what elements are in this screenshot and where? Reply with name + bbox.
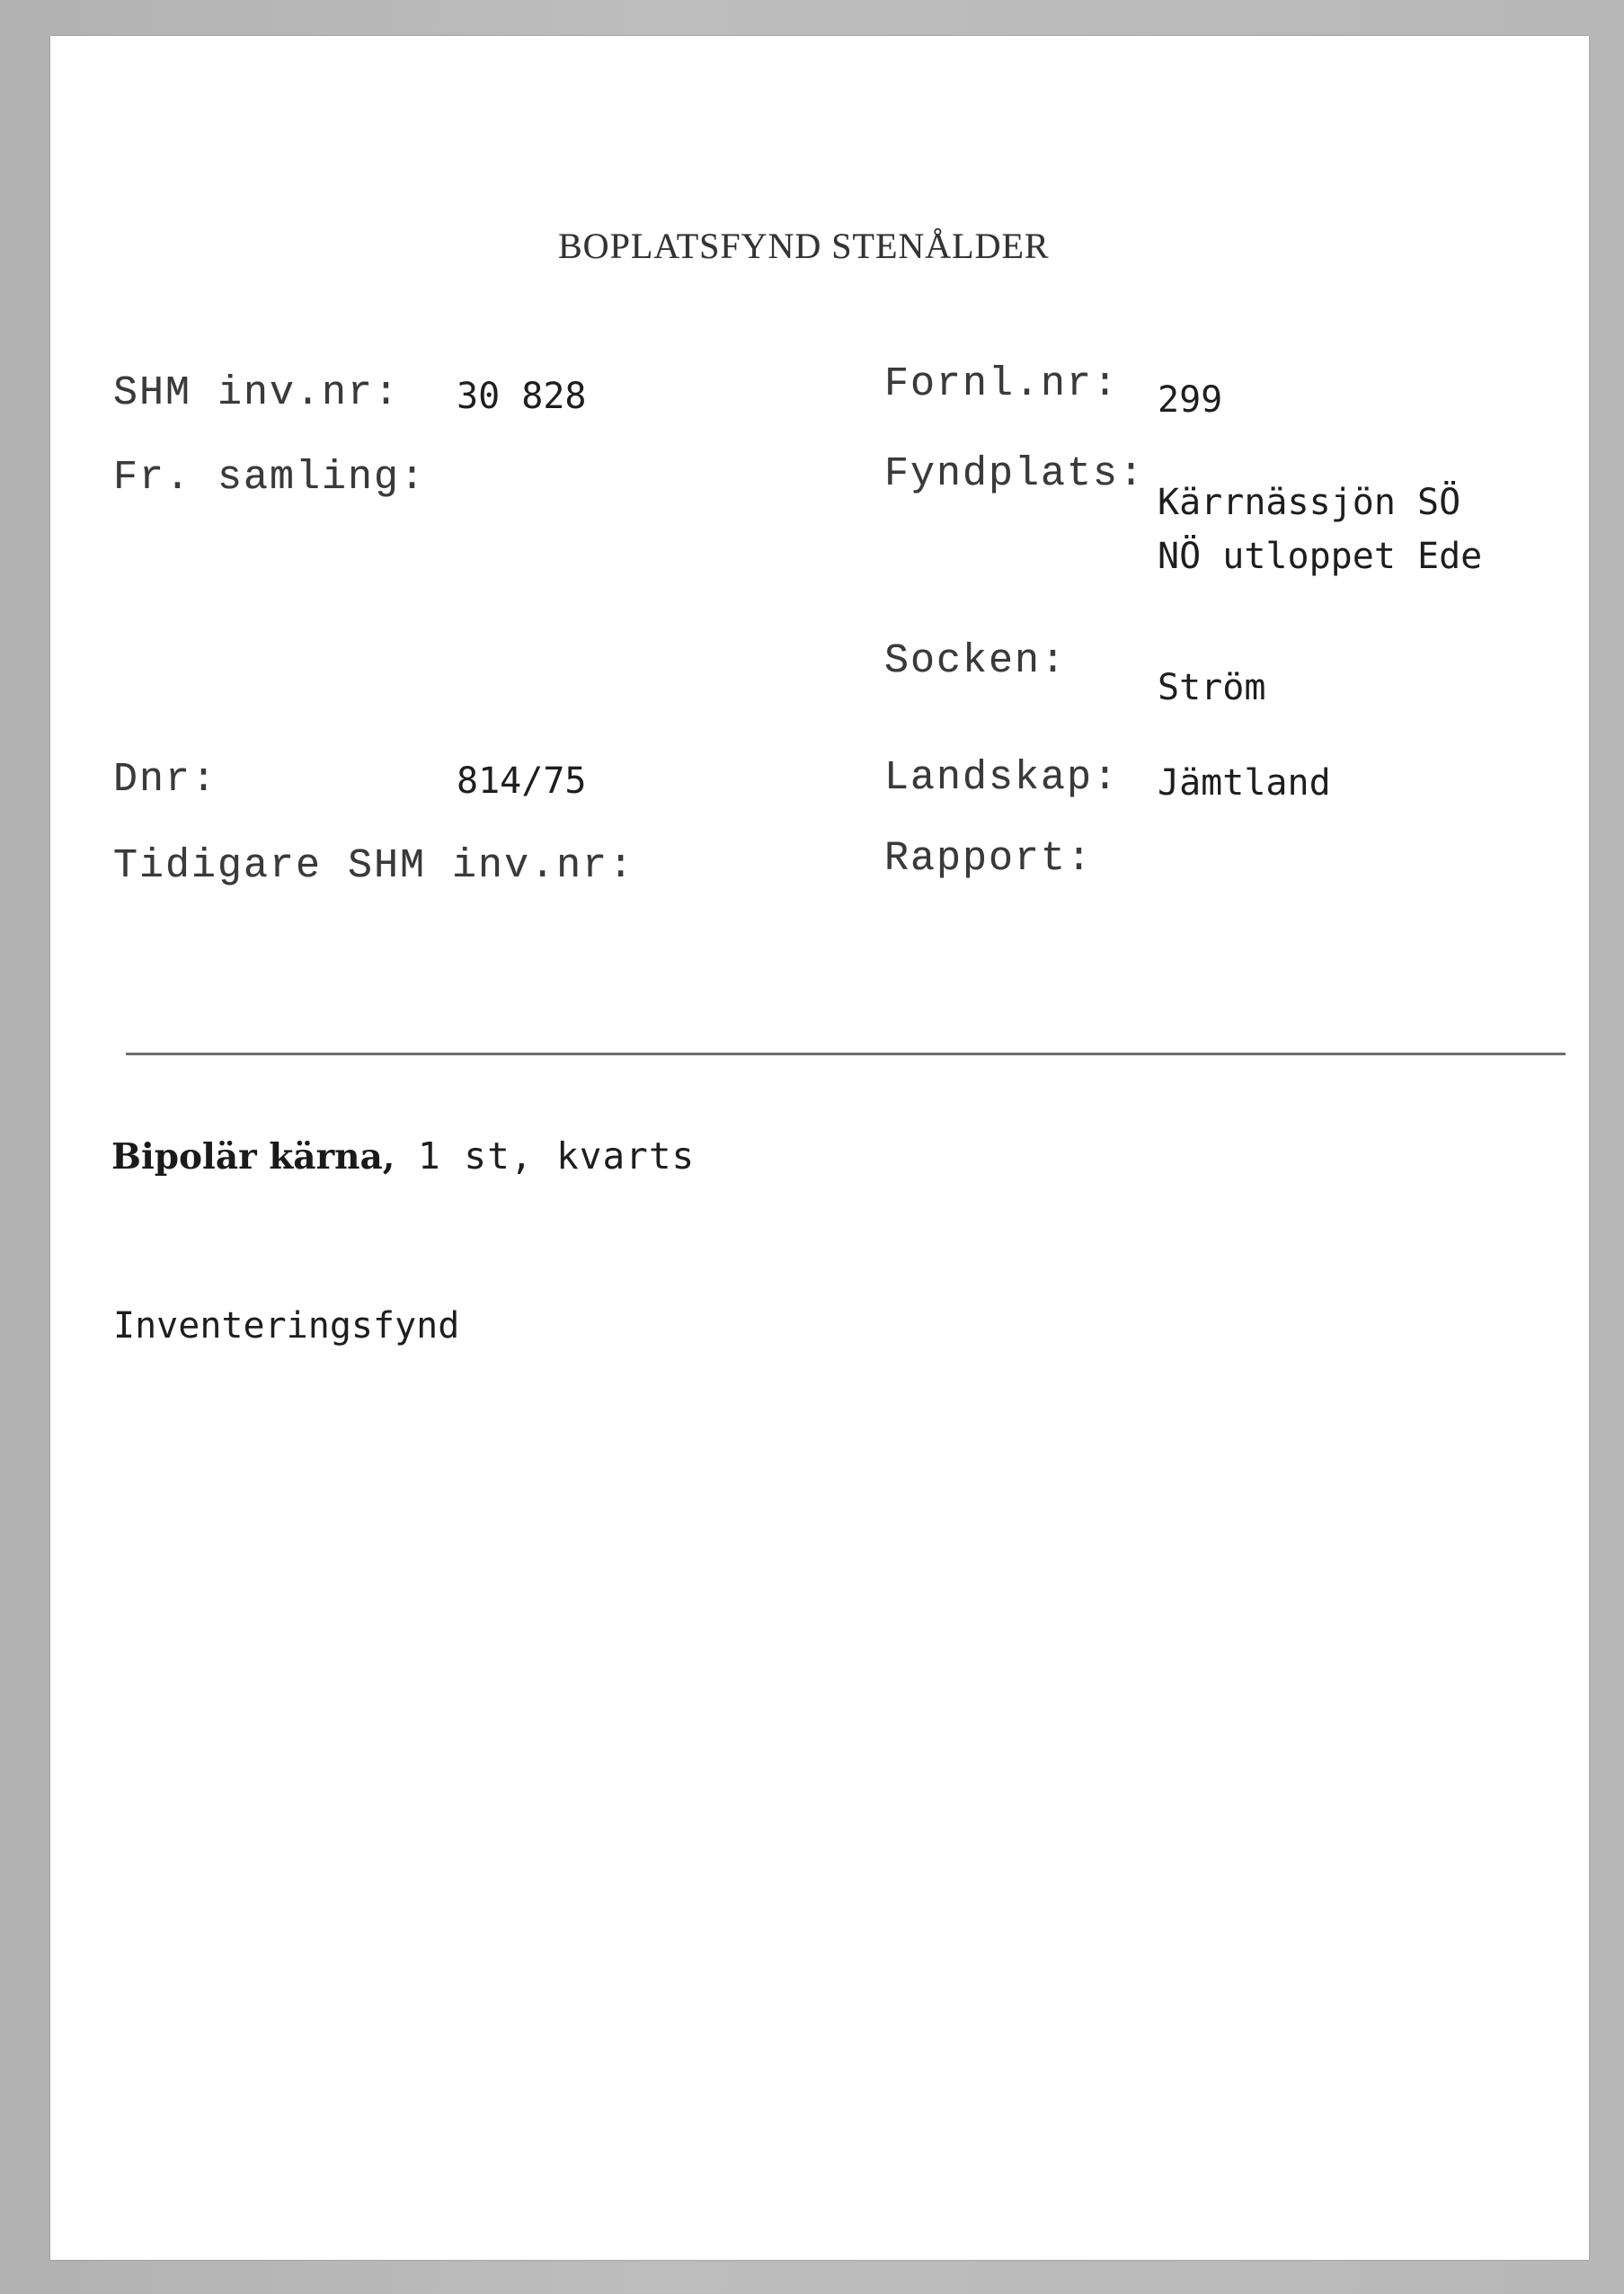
landskap-label: Landskap: [884,755,1120,801]
dnr-value: 814/75 [457,760,587,802]
find-type: Bipolär kärna, [111,1136,395,1178]
rapport-label: Rapport: [884,836,1094,882]
dnr-label: Dnr: [113,757,218,803]
shm-inv-nr-value: 30 828 [457,376,587,417]
fr-samling-label: Fr. samling: [113,455,427,501]
fyndplats-label: Fyndplats: [884,451,1146,497]
tidigare-shm-inv-nr-label: Tidigare SHM inv.nr: [113,843,635,889]
find-quantity-material: 1 st, kvarts [395,1134,696,1178]
index-card [50,36,1589,2260]
fyndplats-value-line1: Kärrnässjön SÖ [1158,482,1461,523]
fornl-nr-label: Fornl.nr: [884,361,1120,407]
landskap-value: Jämtland [1158,762,1331,804]
socken-label: Socken: [884,638,1068,684]
socken-value: Ström [1158,667,1266,708]
fyndplats-value-line2: NÖ utloppet Ede [1158,536,1483,577]
card-title: BOPLATSFYND STENÅLDER [558,226,1050,266]
find-note: Inventeringsfynd [113,1305,460,1347]
fornl-nr-value: 299 [1158,379,1223,421]
shm-inv-nr-label: SHM inv.nr: [113,370,401,416]
divider-line [126,1053,1566,1055]
find-description [111,1134,695,1178]
